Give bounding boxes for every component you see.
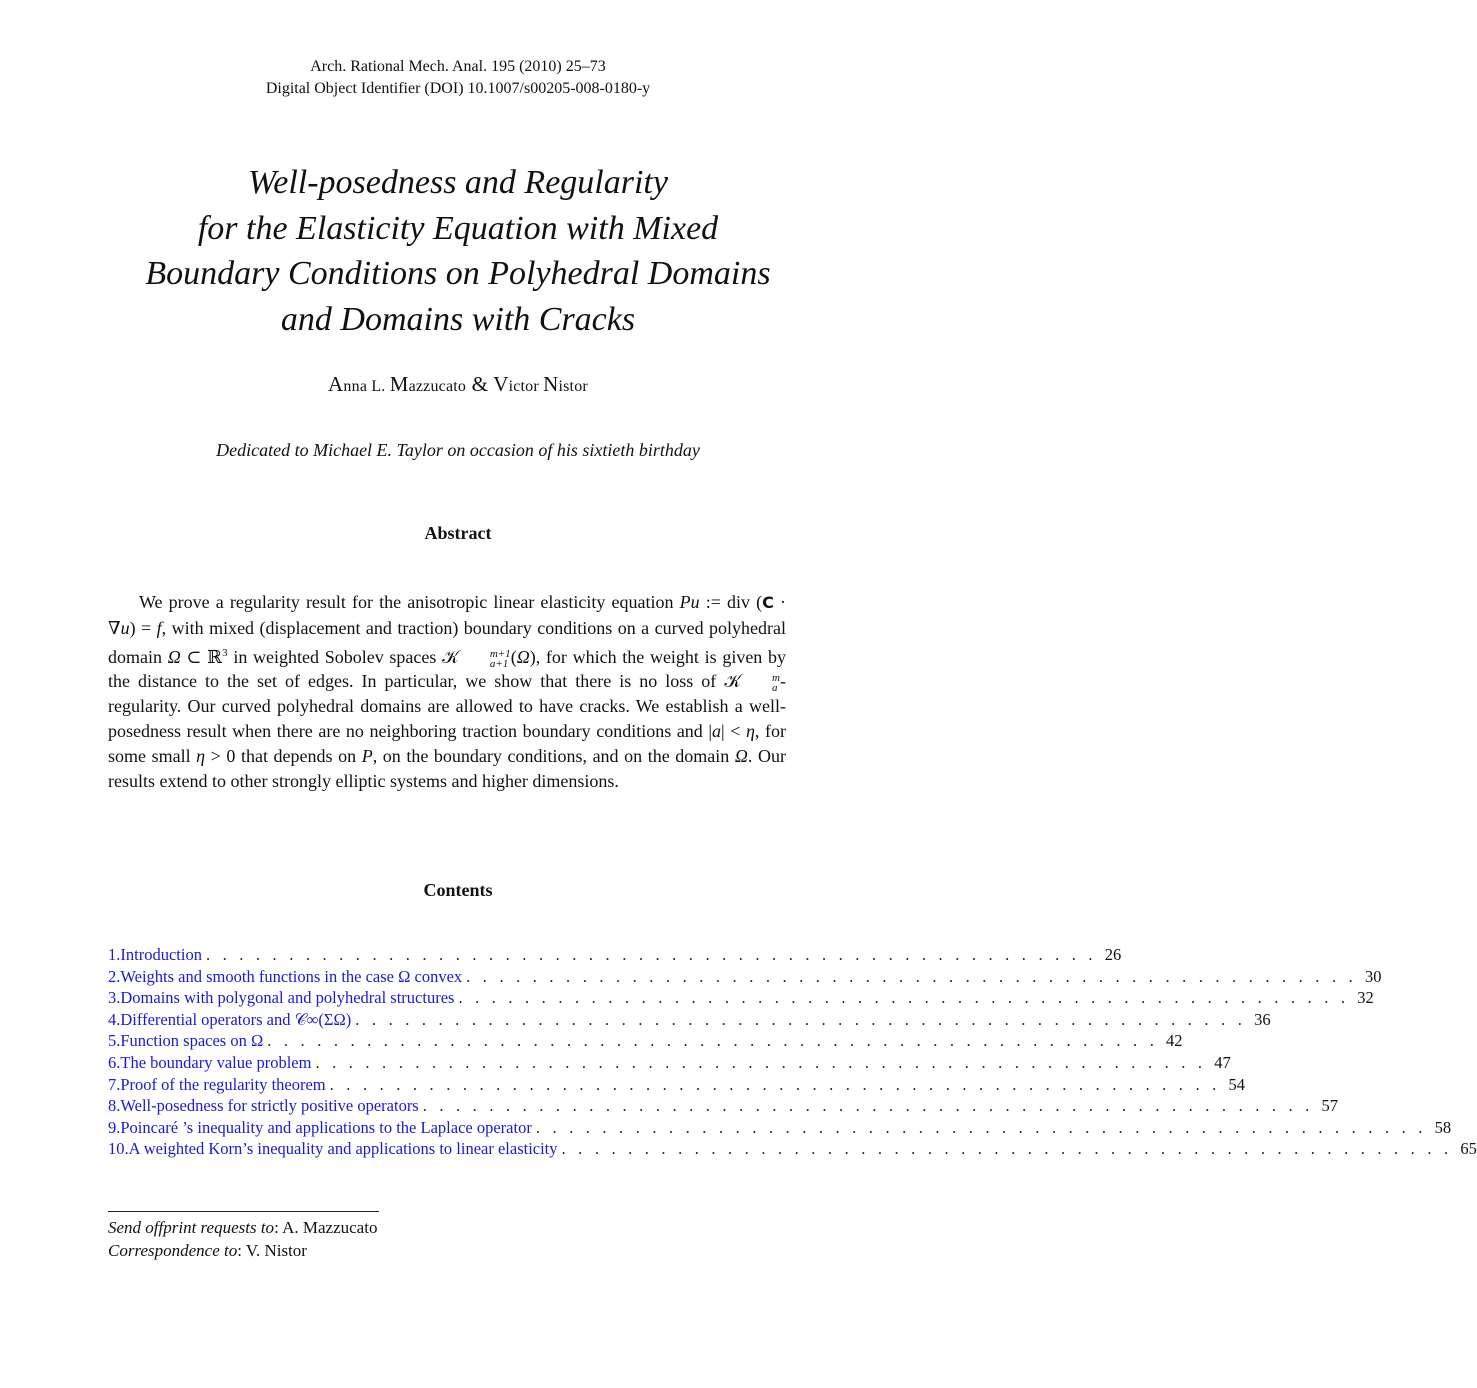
- title-line: Boundary Conditions on Polyhedral Domains: [145, 255, 771, 292]
- toc-entry[interactable]: [108, 1138, 1477, 1160]
- toc-link[interactable]: Well-posedness for strictly positive operators: [120, 1096, 419, 1116]
- toc-page: 30: [1364, 966, 1382, 986]
- toc-leader: . . . . . . . . . . . . . . . . . . . . . . . . . . . . . . . . . . . . . . . . . . . . . . . . . . . . . .: [458, 988, 1350, 1008]
- dedication: Dedicated to Michael E. Taylor on occasion of his sixtieth birthday: [216, 440, 700, 460]
- authors: [0, 372, 916, 397]
- author-initial: M: [389, 372, 409, 396]
- toc-number[interactable]: 2.: [108, 966, 121, 986]
- contents-heading: Contents: [423, 880, 493, 900]
- toc-leader: . . . . . . . . . . . . . . . . . . . . . . . . . . . . . . . . . . . . . . . . . . . . . . . . . . . . . .: [355, 1009, 1247, 1029]
- title-line: for the Elasticity Equation with Mixed: [197, 209, 719, 247]
- toc-leader: . . . . . . . . . . . . . . . . . . . . . . . . . . . . . . . . . . . . . . . . . . . . . . . . . . . . . .: [315, 1052, 1207, 1072]
- title-line: and Domains with Cracks: [280, 300, 636, 338]
- footnote-offprint: [108, 1218, 377, 1238]
- footnote-correspondence: [108, 1241, 307, 1261]
- toc-number[interactable]: 6.: [108, 1052, 121, 1072]
- author-initial: N: [543, 372, 559, 396]
- author-initial: A: [328, 372, 344, 396]
- toc-entry[interactable]: [108, 1095, 1339, 1117]
- toc-leader: . . . . . . . . . . . . . . . . . . . . . . . . . . . . . . . . . . . . . . . . . . . . . . . . . . . . . .: [329, 1074, 1221, 1094]
- title-line: Well-posedness and Regularity: [248, 164, 668, 201]
- toc-entry[interactable]: [108, 1052, 1231, 1074]
- toc-number[interactable]: 4.: [108, 1009, 121, 1029]
- author-separator: &: [466, 372, 494, 396]
- toc-number[interactable]: 3.: [108, 988, 121, 1008]
- toc-link[interactable]: Weights and smooth functions in the case Ω convex: [120, 966, 463, 986]
- footnote-label: Send offprint requests to: [108, 1218, 275, 1237]
- toc-link[interactable]: Function spaces on Ω: [120, 1031, 264, 1051]
- footnote-value: : A. Mazzucato: [274, 1218, 378, 1237]
- toc-entry[interactable]: [108, 1009, 1271, 1031]
- toc-link[interactable]: Introduction: [120, 945, 202, 964]
- toc-entry[interactable]: [108, 1030, 1183, 1052]
- abstract-text: We prove a regularity result for the anisotropic linear elasticity equation Pu := div (C · ∇u) = f, with mixed (displacement and traction) boundary conditions on a curved polyhedral domain Ω ⊂ ℝ$^3$ in weighted Sobolev spaces 𝒦 m+1 a+1 (Ω), for which the weight is given by the distance to the set of edges. In particular, we show that there is no loss of 𝒦 m a -regularity. Our curved polyhedral domains are allowed to have cracks. We establish a well-posedness result when there are no neighboring traction boundary conditions and |a| < η, for some small η > 0 that depends on P, on the boundary conditions, and on the domain Ω. Our results extend to other strongly elliptic systems and higher dimensions.: [108, 592, 787, 791]
- toc-entry[interactable]: [108, 944, 1122, 966]
- toc-number[interactable]: 8.: [108, 1096, 121, 1116]
- author-text: nna L.: [343, 378, 390, 395]
- author-text: ictor: [508, 378, 544, 395]
- toc-page: 36: [1254, 1009, 1271, 1029]
- paper-title: [0, 160, 916, 342]
- toc-page: 47: [1214, 1052, 1231, 1072]
- toc-leader: . . . . . . . . . . . . . . . . . . . . . . . . . . . . . . . . . . . . . . . . . . . . . . . . . . . . . .: [267, 1031, 1159, 1051]
- toc-leader: . . . . . . . . . . . . . . . . . . . . . . . . . . . . . . . . . . . . . . . . . . . . . . . . . . . . . .: [205, 945, 1097, 964]
- toc-leader: . . . . . . . . . . . . . . . . . . . . . . . . . . . . . . . . . . . . . . . . . . . . . . . . . . . . . .: [535, 1117, 1427, 1137]
- toc-entry[interactable]: [108, 966, 1382, 988]
- toc-entry[interactable]: [108, 1074, 1245, 1096]
- toc-link[interactable]: Differential operators and 𝒞∞(ΣΩ): [120, 1009, 352, 1029]
- toc-number[interactable]: 10.: [108, 1139, 129, 1159]
- toc-link[interactable]: Proof of the regularity theorem: [120, 1074, 326, 1094]
- footnote-label: Correspondence to: [108, 1241, 238, 1260]
- toc-link[interactable]: A weighted Korn’s inequality and applications to linear elasticity: [128, 1139, 558, 1159]
- toc-link[interactable]: Poincaré ’s inequality and applications to the Laplace operator: [120, 1117, 532, 1137]
- toc-leader: . . . . . . . . . . . . . . . . . . . . . . . . . . . . . . . . . . . . . . . . . . . . . . . . . . . . . .: [561, 1139, 1453, 1159]
- toc-page: 65: [1460, 1139, 1477, 1159]
- toc-page: 26: [1104, 945, 1122, 964]
- toc-page: 42: [1166, 1031, 1183, 1051]
- toc-number[interactable]: 9.: [108, 1117, 121, 1137]
- toc-entry[interactable]: [108, 987, 1374, 1009]
- toc-page: 32: [1357, 988, 1374, 1008]
- journal-header: [0, 56, 916, 100]
- toc-link[interactable]: The boundary value problem: [120, 1052, 312, 1072]
- abstract-heading: Abstract: [424, 523, 492, 543]
- toc-number[interactable]: 5.: [108, 1031, 121, 1051]
- toc-leader: . . . . . . . . . . . . . . . . . . . . . . . . . . . . . . . . . . . . . . . . . . . . . . . . . . . . . .: [466, 966, 1357, 986]
- author-text: azzucato: [408, 378, 467, 395]
- toc-page: 57: [1321, 1096, 1339, 1116]
- author-text: istor: [558, 378, 588, 395]
- author-initial: V: [493, 372, 509, 396]
- toc-number[interactable]: 7.: [108, 1074, 121, 1094]
- footnote-value: : V. Nistor: [237, 1241, 307, 1260]
- toc-number[interactable]: 1.: [108, 945, 121, 964]
- journal-citation: Arch. Rational Mech. Anal. 195 (2010) 25–73: [310, 58, 606, 75]
- doi-line: Digital Object Identifier (DOI) 10.1007/s00205-008-0180-y: [265, 80, 651, 97]
- toc-entry[interactable]: [108, 1117, 1452, 1139]
- toc-page: 54: [1228, 1074, 1245, 1094]
- toc-page: 58: [1434, 1117, 1452, 1137]
- toc-link[interactable]: Domains with polygonal and polyhedral structures: [120, 988, 455, 1008]
- footnote-divider: [108, 1211, 379, 1212]
- toc-leader: . . . . . . . . . . . . . . . . . . . . . . . . . . . . . . . . . . . . . . . . . . . . . . . . . . . . . .: [422, 1096, 1314, 1116]
- table-of-contents: [108, 944, 1477, 1160]
